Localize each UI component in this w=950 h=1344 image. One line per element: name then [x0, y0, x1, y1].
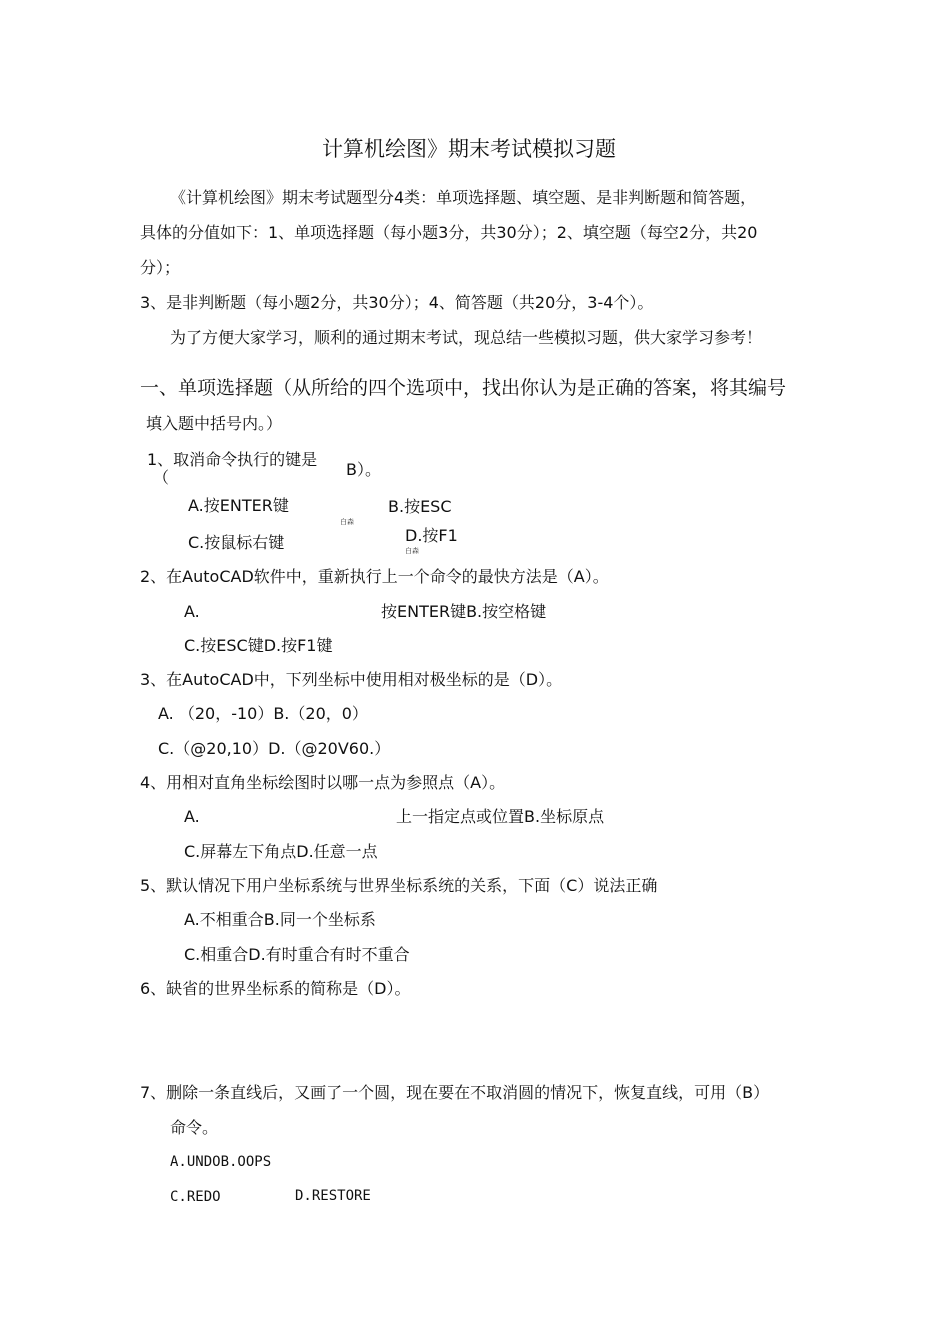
intro-line: 分）；: [140, 258, 181, 277]
question-stem: 1、取消命令执行的键是: [147, 450, 318, 469]
options-ab: A. （20，-10）B.（20，0）: [158, 704, 368, 723]
option-a-label: A.: [184, 602, 200, 621]
option-b: B.按ESC: [388, 497, 452, 516]
section-heading-line: 一、单项选择题（从所给的四个选项中，找出你认为是正确的答案，将其编号: [140, 377, 787, 399]
question-stem: 7、删除一条直线后，又画了一个圆，现在要在不取消圆的情况下，恢复直线，可用（B）: [140, 1083, 770, 1102]
option-d: D.按F1: [405, 526, 458, 545]
answer-paren: （: [153, 468, 170, 487]
options-ab: A.不相重合B.同一个坐标系: [184, 910, 376, 929]
question-stem: 5、默认情况下用户坐标系统与世界坐标系统的关系，下面（C）说法正确: [140, 876, 658, 895]
options-ab: 按ENTER键B.按空格键: [381, 602, 547, 621]
question-stem: 3、在AutoCAD中，下列坐标中使用相对极坐标的是（D）。: [140, 670, 563, 689]
option-d: D.RESTORE: [295, 1188, 371, 1204]
page-title: 计算机绘图》期末考试模拟习题: [322, 137, 616, 161]
intro-line: 3、是非判断题（每小题2分，共30分）；4、简答题（共20分，3-4个）。: [140, 293, 654, 312]
options-cd: C.按ESC键D.按F1键: [184, 636, 333, 655]
question-stem: 6、缺省的世界坐标系的简称是（D）。: [140, 979, 411, 998]
answer-text: B）。: [346, 460, 381, 479]
option-c: C.按鼠标右键: [188, 533, 285, 552]
stray-mark: 白森: [405, 547, 419, 555]
option-c: C.REDO: [170, 1189, 221, 1205]
options-cd: C.相重合D.有时重合有时不重合: [184, 945, 410, 964]
question-stem: 4、用相对直角坐标绘图时以哪一点为参照点（A）。: [140, 773, 506, 792]
option-a-label: A.: [184, 807, 200, 826]
options-ab: A.UNDOB.OOPS: [170, 1154, 272, 1170]
options-cd: C.屏幕左下角点D.任意一点: [184, 842, 378, 861]
section-heading-line: 填入题中括号内。）: [146, 414, 283, 433]
stray-mark: 白森: [340, 518, 354, 526]
question-stem: 命令。: [170, 1118, 219, 1137]
options-ab: 上一指定点或位置B.坐标原点: [396, 807, 605, 826]
intro-line: 《计算机绘图》期末考试题型分4类：单项选择题、填空题、是非判断题和简答题，: [170, 188, 757, 207]
question-stem: 2、在AutoCAD软件中，重新执行上一个命令的最快方法是（A）。: [140, 567, 609, 586]
options-cd: C.（@20,10）D.（@20V60.）: [158, 739, 391, 758]
intro-line: 具体的分值如下：1、单项选择题（每小题3分，共30分）；2、填空题（每空2分，共20: [140, 223, 758, 242]
option-a: A.按ENTER键: [188, 496, 289, 515]
intro-line: 为了方便大家学习，顺利的通过期末考试，现总结一些模拟习题，供大家学习参考！: [170, 328, 763, 347]
